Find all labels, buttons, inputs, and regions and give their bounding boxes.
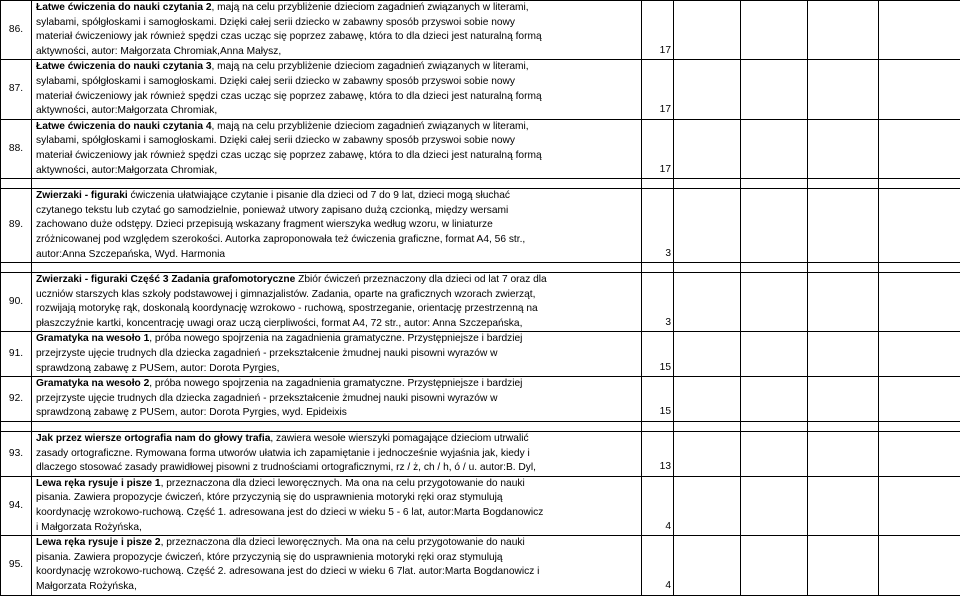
empty-cell	[808, 432, 879, 477]
row-text-line: uczniów starszych klas szkoły podstawowej i gimnazjalistów. Zadania, oparte na graficznych wzorach zwierząt,	[36, 288, 536, 300]
row-text-line: autor:Anna Szczepańska, Wyd. Harmonia	[36, 248, 226, 260]
empty-cell	[674, 332, 741, 377]
empty-cell	[674, 432, 741, 477]
row-title: Zwierzaki - figuraki	[36, 190, 128, 202]
row-text-line: koordynację wzrokowo-ruchową. Część 2. adresowana jest do dzieci w wieku 6 7lat. autor:Marta Bogdanowicz i	[36, 566, 540, 578]
row-number: 92.	[1, 377, 32, 422]
table-row	[1, 536, 960, 595]
row-text-line: materiał ćwiczeniowy jak również spędzi czas ucząc się poprzez zabawę, która to dla dzieci jest naturalną formą	[36, 31, 542, 43]
row-text-line: Zbiór ćwiczeń przeznaczony dla dzieci od lat 7 oraz dla	[295, 274, 547, 286]
row-text-line: , mają na celu przybliżenie dzieciom zagadnień związanych w literami,	[211, 61, 529, 73]
row-text-line: Małgorzata Rożyńska,	[36, 580, 137, 592]
empty-cell	[808, 189, 879, 263]
row-quantity: 4	[642, 476, 674, 535]
row-quantity: 15	[642, 332, 674, 377]
row-description	[32, 189, 642, 263]
table-row	[1, 60, 960, 119]
row-text-line: zróżnicowanej pod względem szerokości. Autorka zaproponowała też ćwiczenia graficzne, format A4, 56 str.,	[36, 233, 526, 245]
row-quantity: 3	[642, 273, 674, 332]
empty-cell	[674, 119, 741, 178]
row-text-line: , przeznaczona dla dzieci leworęcznych. Ma ona na celu przygotowanie do nauki	[160, 477, 525, 489]
table-row	[1, 1, 960, 60]
empty-cell	[879, 377, 960, 422]
row-description	[32, 432, 642, 477]
row-text-line: pisania. Zawiera propozycje ćwiczeń, które przyczynią się do usprawnienia motoryki ręki oraz stymulują	[36, 492, 503, 504]
row-quantity: 17	[642, 119, 674, 178]
row-description	[32, 332, 642, 377]
row-text-line: ćwiczenia ułatwiające czytanie i pisanie dla dzieci od 7 do 9 lat, dzieci mogą słuchać	[127, 190, 510, 202]
row-text-line: zachowano duże odstępy. Dzieci przepisują wskazany fragment wierszyka według wzoru, w liniaturze	[36, 219, 493, 231]
empty-cell	[674, 1, 741, 60]
row-text-line: dlaczego stosować zasady prawidłowej pisowni z trudnościami ortograficznymi, rz / ż, ch / h, ó / u. autor:B. Dyl,	[36, 462, 536, 474]
empty-cell	[808, 1, 879, 60]
row-text-line: , mają na celu przybliżenie dzieciom zagadnień związanych w literami,	[211, 2, 529, 13]
row-text-line: rozwijają motorykę rąk, doskonalą koordynację wzrokowo - ruchową, spostrzeganie, orientację przestrzenną na	[36, 303, 538, 315]
empty-cell	[674, 273, 741, 332]
row-number: 90.	[1, 273, 32, 332]
row-text-line: , próba nowego spojrzenia na zagadnienia gramatyczne. Przystępniejsze i bardziej	[149, 378, 523, 390]
row-number: 94.	[1, 476, 32, 535]
row-text-line: , przeznaczona dla dzieci leworęcznych. Ma ona na celu przygotowanie do nauki	[160, 537, 525, 549]
empty-cell	[808, 377, 879, 422]
row-description	[32, 536, 642, 595]
empty-cell	[674, 476, 741, 535]
row-number: 86.	[1, 1, 32, 60]
row-text-line: sylabami, spółgłoskami i samogłoskami. Dzięki całej serii dziecko w zabawny sposób przyswoi sobie nowy	[36, 75, 516, 87]
empty-cell	[879, 189, 960, 263]
row-text-line: przejrzyste ujęcie trudnych dla dziecka zagadnień - przekształcenie żmudnej nauki pisowni wyrazów w	[36, 392, 498, 404]
row-text-line: koordynację wzrokowo-ruchową. Część 1. adresowana jest do dzieci w wieku 5 - 6 lat, autor:Marta Bogdanowicz	[36, 507, 544, 518]
empty-cell	[741, 377, 808, 422]
empty-cell	[808, 119, 879, 178]
table-row	[1, 273, 960, 332]
row-text-line: zasady ortograficzne. Rymowana forma utworów ułatwia ich zapamiętanie i jednocześnie wyjaśnia jak, kiedy i	[36, 447, 530, 459]
row-description	[32, 1, 642, 60]
empty-cell	[808, 60, 879, 119]
catalog-body	[1, 1, 960, 596]
row-title: Lewa ręka rysuje i pisze 1	[36, 477, 161, 489]
row-description	[32, 119, 642, 178]
empty-cell	[741, 60, 808, 119]
row-text-line: czytanego tekstu lub czytać go samodzielnie, ponieważ utwory zapisano dużą czcionką, między wersami	[36, 204, 509, 216]
row-title: Łatwe ćwiczenia do nauki czytania 4	[36, 120, 212, 132]
row-spacer	[1, 179, 960, 189]
table-row	[1, 332, 960, 377]
row-quantity: 4	[642, 536, 674, 595]
empty-cell	[879, 60, 960, 119]
row-text-line: , próba nowego spojrzenia na zagadnienia gramatyczne. Przystępniejsze i bardziej	[149, 333, 523, 345]
row-number: 91.	[1, 332, 32, 377]
empty-cell	[741, 189, 808, 263]
row-title: Zwierzaki - figuraki Część 3 Zadania grafomotoryczne	[36, 274, 296, 286]
row-description	[32, 60, 642, 119]
empty-cell	[741, 332, 808, 377]
table-row	[1, 476, 960, 535]
row-text-line: i Małgorzata Rożyńska,	[36, 521, 142, 533]
row-description	[32, 273, 642, 332]
row-number: 87.	[1, 60, 32, 119]
row-text-line: sprawdzoną zabawę z PUSem, autor: Dorota Pyrgies, wyd. Epideixis	[36, 407, 347, 419]
row-text-line: aktywności, autor:Małgorzata Chromiak,	[36, 164, 218, 176]
empty-cell	[741, 476, 808, 535]
empty-cell	[741, 432, 808, 477]
empty-cell	[741, 1, 808, 60]
row-title: Gramatyka na wesoło 2	[36, 378, 150, 390]
row-text-line: aktywności, autor: Małgorzata Chromiak,Anna Małysz,	[36, 45, 282, 57]
empty-cell	[808, 476, 879, 535]
empty-cell	[879, 536, 960, 595]
empty-cell	[741, 536, 808, 595]
table-row	[1, 119, 960, 178]
table-row	[1, 377, 960, 422]
row-number: 95.	[1, 536, 32, 595]
row-text-line: pisania. Zawiera propozycje ćwiczeń, które przyczynią się do usprawnienia motoryki ręki oraz stymulują	[36, 551, 503, 563]
row-title: Jak przez wiersze ortografia nam do głowy trafia	[36, 433, 271, 445]
empty-cell	[674, 189, 741, 263]
empty-cell	[879, 273, 960, 332]
row-text-line: przejrzyste ujęcie trudnych dla dziecka zagadnień - przekształcenie żmudnej nauki pisowni wyrazów w	[36, 348, 498, 360]
row-text-line: aktywności, autor:Małgorzata Chromiak,	[36, 105, 218, 117]
row-quantity: 3	[642, 189, 674, 263]
empty-cell	[674, 377, 741, 422]
empty-cell	[674, 536, 741, 595]
row-text-line: sylabami, spółgłoskami i samogłoskami. Dzięki całej serii dziecko w zabawny sposób przyswoi sobie nowy	[36, 16, 516, 28]
row-quantity: 17	[642, 60, 674, 119]
row-text-line: sprawdzoną zabawę z PUSem, autor: Dorota Pyrgies,	[36, 362, 280, 374]
row-quantity: 13	[642, 432, 674, 477]
row-title: Lewa ręka rysuje i pisze 2	[36, 537, 161, 549]
row-spacer	[1, 263, 960, 273]
row-text-line: materiał ćwiczeniowy jak również spędzi czas ucząc się poprzez zabawę, która to dla dzieci jest naturalną formą	[36, 90, 542, 102]
row-text-line: , mają na celu przybliżenie dzieciom zagadnień związanych w literami,	[211, 120, 529, 132]
row-description	[32, 476, 642, 535]
empty-cell	[741, 119, 808, 178]
empty-cell	[808, 273, 879, 332]
row-quantity: 15	[642, 377, 674, 422]
row-title: Gramatyka na wesoło 1	[36, 333, 150, 345]
row-quantity: 17	[642, 1, 674, 60]
table-row	[1, 432, 960, 477]
row-number: 93.	[1, 432, 32, 477]
row-number: 88.	[1, 119, 32, 178]
row-title: Łatwe ćwiczenia do nauki czytania 2	[36, 2, 212, 13]
row-text-line: , zawiera wesołe wierszyki pomagające dzieciom utrwalić	[270, 433, 529, 445]
table-row	[1, 189, 960, 263]
empty-cell	[879, 119, 960, 178]
row-text-line: materiał ćwiczeniowy jak również spędzi czas ucząc się poprzez zabawę, która to dla dzieci jest naturalną formą	[36, 149, 542, 161]
empty-cell	[741, 273, 808, 332]
empty-cell	[808, 332, 879, 377]
empty-cell	[674, 60, 741, 119]
row-number: 89.	[1, 189, 32, 263]
row-description	[32, 377, 642, 422]
empty-cell	[808, 536, 879, 595]
empty-cell	[879, 332, 960, 377]
empty-cell	[879, 476, 960, 535]
row-text-line: płaszczyźnie kartki, koncentrację uwagi oraz uczą cierpliwości, format A4, 72 str., autor: Anna Szczepańska,	[36, 317, 523, 329]
row-title: Łatwe ćwiczenia do nauki czytania 3	[36, 61, 212, 73]
row-text-line: sylabami, spółgłoskami i samogłoskami. Dzięki całej serii dziecko w zabawny sposób przyswoi sobie nowy	[36, 135, 516, 147]
empty-cell	[879, 432, 960, 477]
empty-cell	[879, 1, 960, 60]
row-spacer	[1, 422, 960, 432]
